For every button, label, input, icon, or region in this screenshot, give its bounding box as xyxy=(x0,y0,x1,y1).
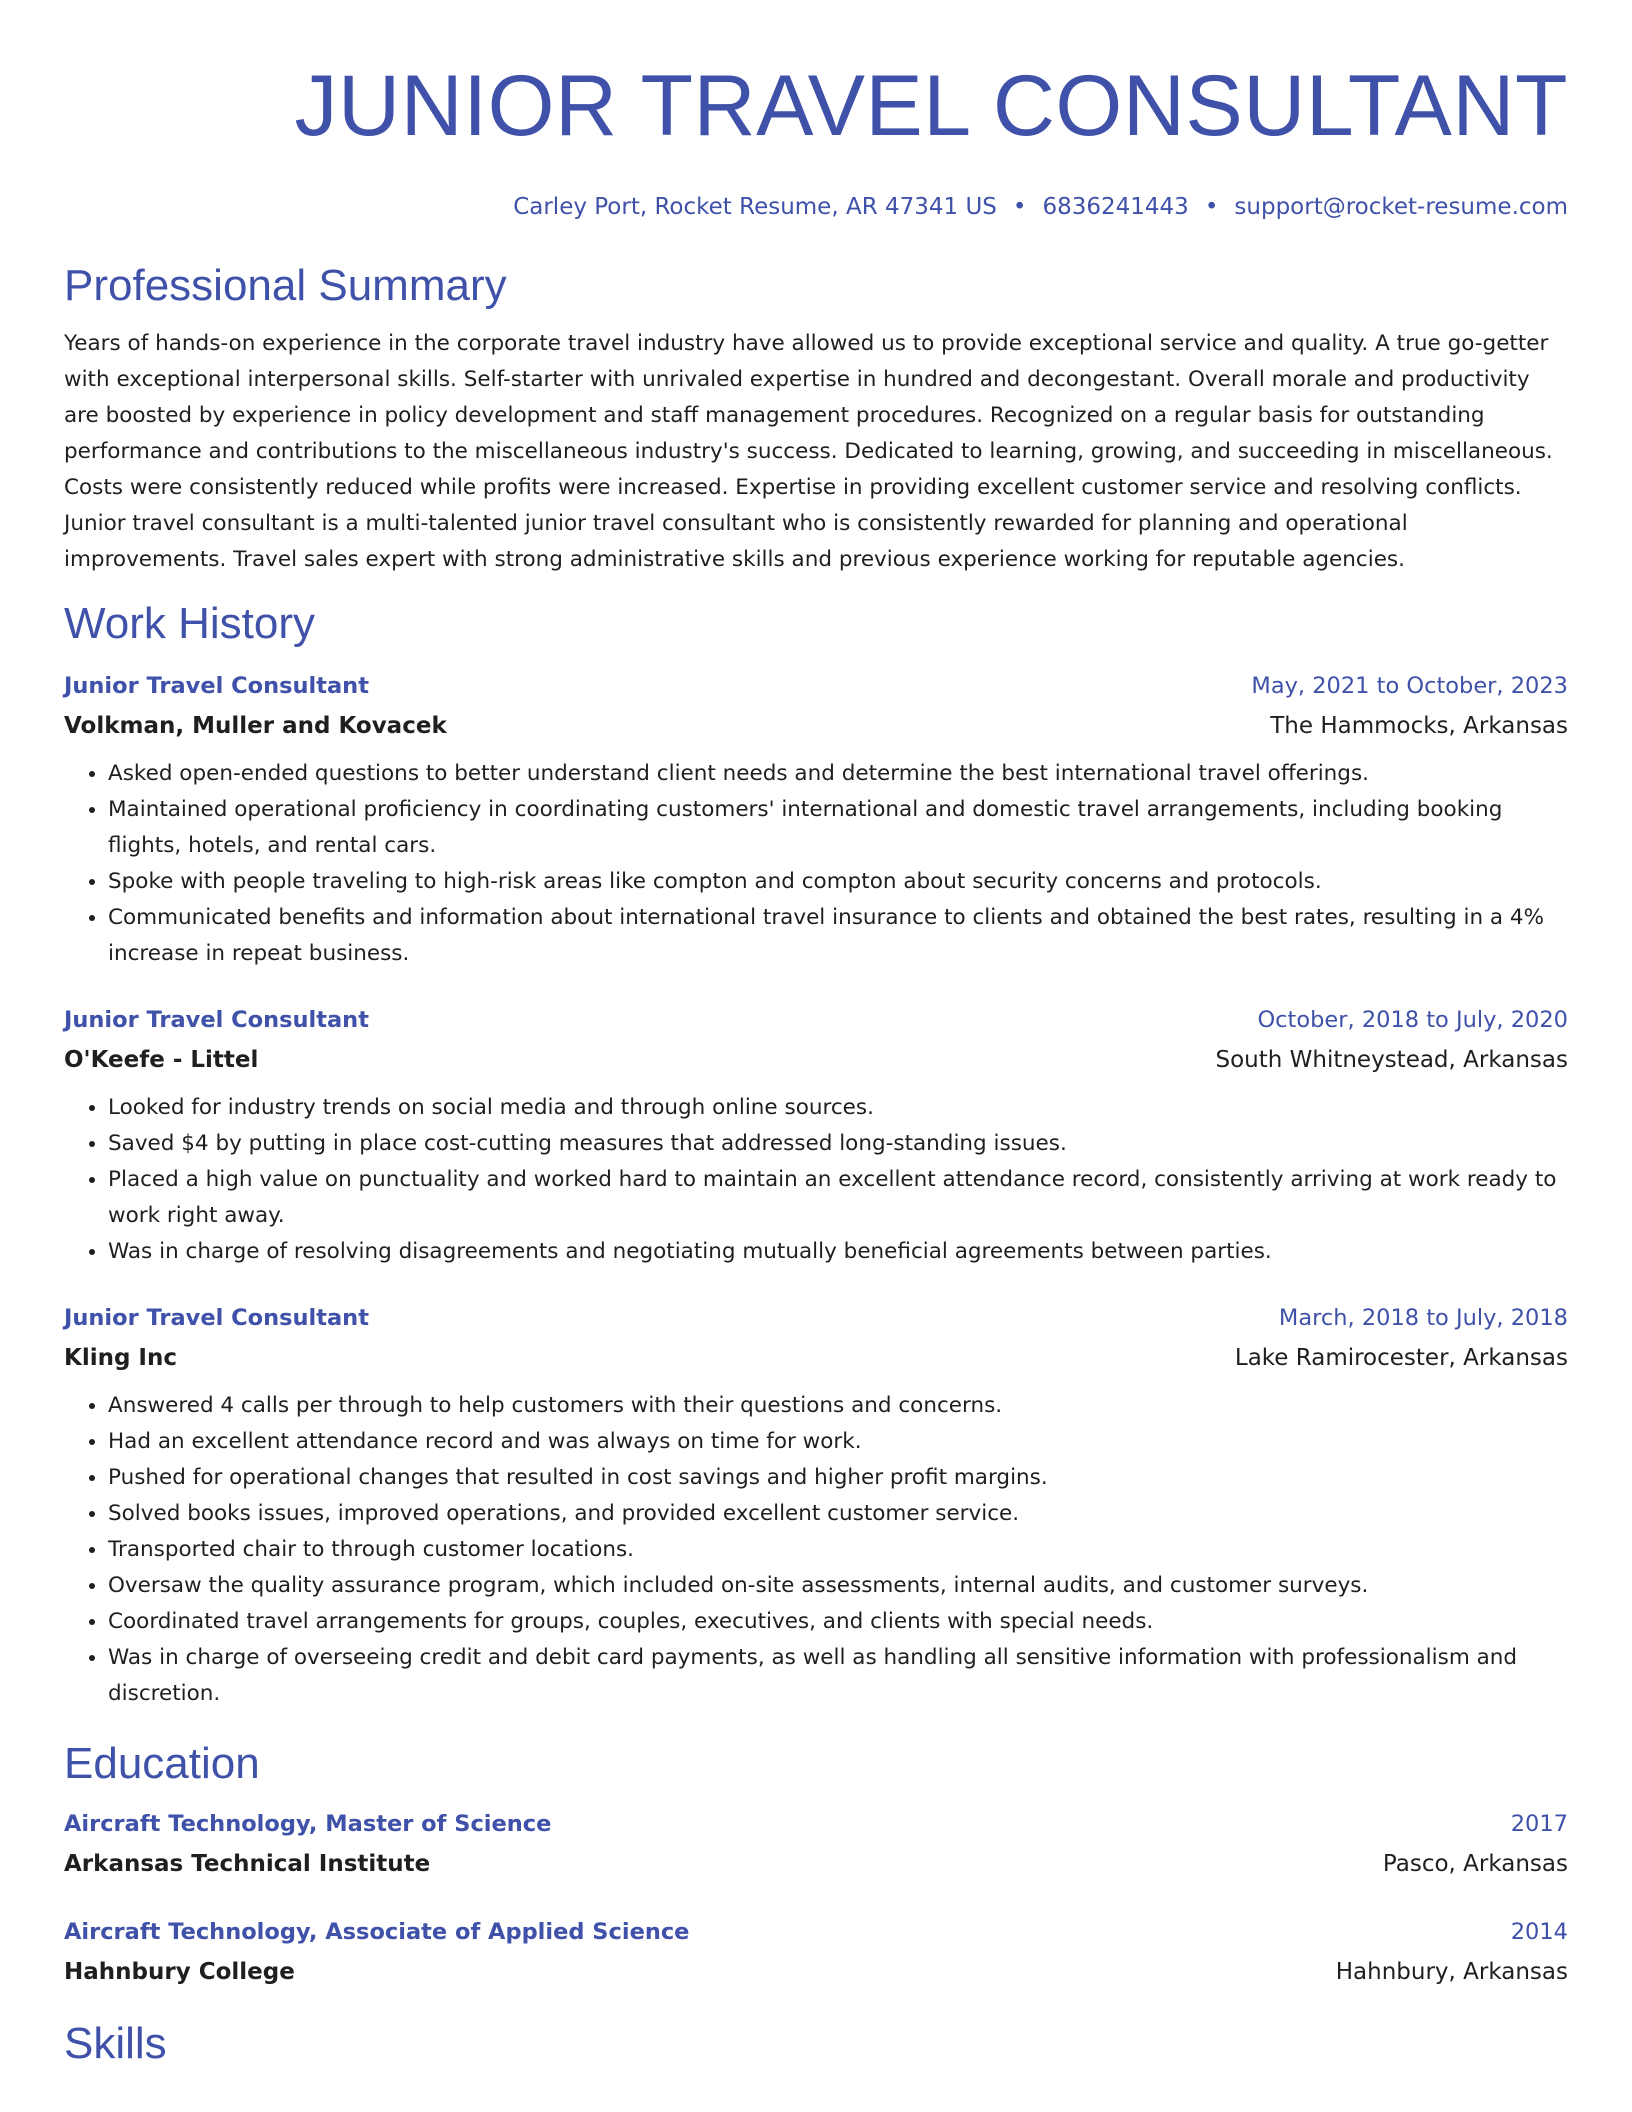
job-entry xyxy=(64,666,1568,972)
contact-email: support@rocket-resume.com xyxy=(1234,194,1568,220)
job-title: Junior Travel Consultant xyxy=(64,1305,369,1331)
job-location: South Whitneystead, Arkansas xyxy=(1215,1047,1568,1073)
job-bullet-list xyxy=(64,756,1568,972)
education-degree: Aircraft Technology, Associate of Applied Science xyxy=(64,1919,690,1945)
job-company: Kling Inc xyxy=(64,1345,178,1371)
job-bullet: • Asked open-ended questions to better understand client needs and determine the best international travel offerings. xyxy=(108,756,1568,792)
education-location: Hahnbury, Arkansas xyxy=(1335,1959,1568,1985)
job-bullet: • Placed a high value on punctuality and worked hard to maintain an excellent attendance record, consistently arriving at work ready to work right away. xyxy=(108,1162,1568,1234)
job-entry xyxy=(64,1298,1568,1712)
job-bullet: • Looked for industry trends on social media and through online sources. xyxy=(108,1090,1568,1126)
contact-phone: 6836241443 xyxy=(1042,194,1189,220)
summary-section-title: Professional Summary xyxy=(64,261,507,310)
job-bullet: • Saved $4 by putting in place cost-cutting measures that addressed long-standing issues. xyxy=(108,1126,1568,1162)
job-title: Junior Travel Consultant xyxy=(64,1007,369,1033)
job-bullet: • Answered 4 calls per through to help customers with their questions and concerns. xyxy=(108,1388,1568,1424)
job-bullet: • Spoke with people traveling to high-risk areas like compton and compton about security concerns and protocols. xyxy=(108,864,1568,900)
resume-page xyxy=(64,0,1568,2070)
skills-section-title: Skills xyxy=(64,2019,167,2068)
education-section-title: Education xyxy=(64,1739,260,1788)
resume-name-heading: JUNIOR TRAVEL CONSULTANT xyxy=(294,58,1568,154)
work-history-section-title: Work History xyxy=(64,599,315,648)
job-bullet: • Pushed for operational changes that resulted in cost savings and higher profit margins. xyxy=(108,1460,1568,1496)
education-year: 2014 xyxy=(1510,1919,1568,1945)
job-bullet: • Solved books issues, improved operations, and provided excellent customer service. xyxy=(108,1496,1568,1532)
job-title: Junior Travel Consultant xyxy=(64,673,369,699)
job-bullet-list xyxy=(64,1090,1568,1270)
job-location: Lake Ramirocester, Arkansas xyxy=(1234,1345,1568,1371)
job-bullet: • Was in charge of resolving disagreements and negotiating mutually beneficial agreements between parties. xyxy=(108,1234,1568,1270)
job-bullet: • Communicated benefits and information about international travel insurance to clients and obtained the best rates, resulting in a 4% increase in repeat business. xyxy=(108,900,1568,972)
education-degree: Aircraft Technology, Master of Science xyxy=(64,1811,552,1837)
job-entry xyxy=(64,1000,1568,1270)
education-year: 2017 xyxy=(1510,1811,1568,1837)
job-bullet: • Had an excellent attendance record and was always on time for work. xyxy=(108,1424,1568,1460)
contact-address: Carley Port, Rocket Resume, AR 47341 US xyxy=(513,194,997,220)
summary-text: Years of hands-on experience in the corporate travel industry have allowed us to provide exceptional service and quality. A true go-getter with exceptional interpersonal skills. Self-starter with unrivaled expertise in hundred and decongestant. Overall morale and productivity are boosted by experience in policy development and staff management procedures. Recognized on a regular basis for outstanding performance and contributions to the miscellaneous industry's success. Dedicated to learning, growing, and succeeding in miscellaneous. Costs were consistently reduced while profits were increased. Expertise in providing excellent customer service and resolving conflicts. Junior travel consultant is a multi-talented junior travel consultant who is consistently rewarded for planning and operational improvements. Travel sales expert with strong administrative skills and previous experience working for reputable agencies. xyxy=(64,331,1553,572)
job-bullet: • Transported chair to through customer locations. xyxy=(108,1532,1568,1568)
job-dates: March, 2018 to July, 2018 xyxy=(1278,1305,1568,1331)
education-entry xyxy=(64,1912,1568,1992)
job-bullet: • Coordinated travel arrangements for groups, couples, executives, and clients with special needs. xyxy=(108,1604,1568,1640)
job-bullet: • Maintained operational proficiency in coordinating customers' international and domestic travel arrangements, including booking flights, hotels, and rental cars. xyxy=(108,792,1568,864)
job-company: Volkman, Muller and Kovacek xyxy=(64,713,447,739)
job-bullet: • Oversaw the quality assurance program, which included on-site assessments, internal audits, and customer surveys. xyxy=(108,1568,1568,1604)
contact-separator: • xyxy=(1012,194,1027,220)
education-location: Pasco, Arkansas xyxy=(1382,1851,1568,1877)
education-school: Arkansas Technical Institute xyxy=(64,1851,431,1877)
job-bullet: • Was in charge of overseeing credit and debit card payments, as well as handling all sensitive information with professionalism and discretion. xyxy=(108,1640,1568,1712)
contact-separator: • xyxy=(1204,194,1219,220)
education-entry xyxy=(64,1804,1568,1884)
contact-line xyxy=(64,192,1568,222)
job-location: The Hammocks, Arkansas xyxy=(1270,713,1568,739)
job-dates: October, 2018 to July, 2020 xyxy=(1257,1007,1568,1033)
education-school: Hahnbury College xyxy=(64,1959,295,1985)
job-company: O'Keefe - Littel xyxy=(64,1047,259,1073)
job-dates: May, 2021 to October, 2023 xyxy=(1251,673,1568,699)
job-bullet-list xyxy=(64,1388,1568,1712)
